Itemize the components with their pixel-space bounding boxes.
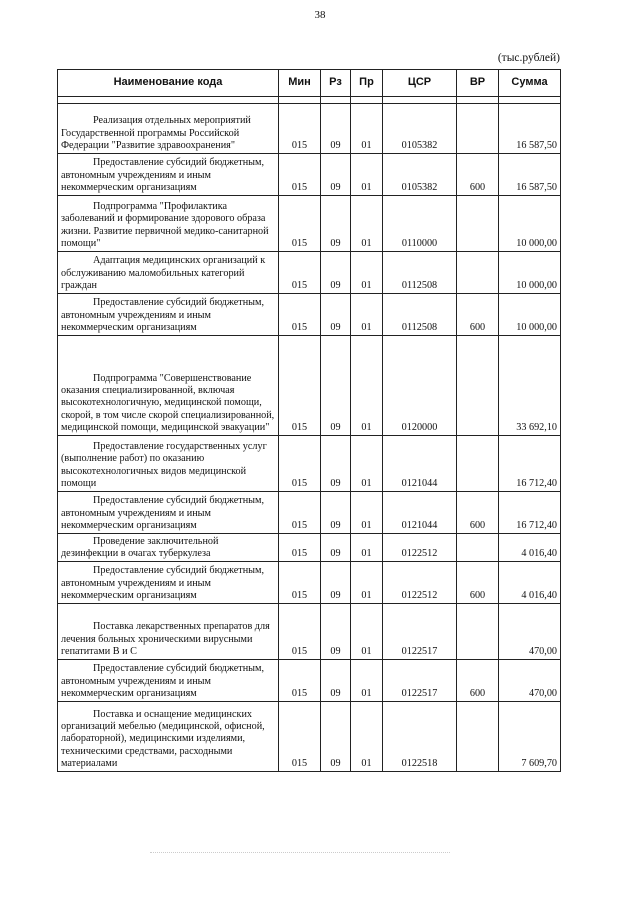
row-name-text: Предоставление субсидий бюджетным, автономным учреждениям и иным некоммерческим организациям: [61, 663, 265, 699]
row-pr-cell: 01: [351, 534, 383, 562]
row-csr-cell: 0122518: [383, 702, 457, 772]
table-header-row: [58, 70, 561, 97]
row-csr-cell: 0105382: [383, 104, 457, 154]
table-row: [58, 436, 561, 492]
row-csr-cell: 0112508: [383, 252, 457, 294]
row-pr-cell: 01: [351, 436, 383, 492]
row-name-cell: [58, 336, 279, 436]
row-pr-cell: 01: [351, 562, 383, 604]
row-rz-cell: 09: [321, 336, 351, 436]
row-csr-cell: 0122512: [383, 562, 457, 604]
row-vr-cell: [457, 604, 499, 660]
header-name: Наименование кода: [58, 70, 279, 97]
row-csr-cell: 0112508: [383, 294, 457, 336]
row-min-cell: 015: [279, 336, 321, 436]
table-row: [58, 604, 561, 660]
table-row: [58, 294, 561, 336]
row-min-cell: 015: [279, 436, 321, 492]
table-row: [58, 154, 561, 196]
row-csr-cell: 0121044: [383, 436, 457, 492]
page-number: 38: [314, 9, 326, 21]
table-row: [58, 336, 561, 436]
row-min-cell: 015: [279, 196, 321, 252]
row-vr-cell: 600: [457, 492, 499, 534]
row-name-text: Подпрограмма "Профилактика заболеваний и формирование здорового образа жизни. Развитие первичной медико-санитарной помощи": [61, 201, 269, 249]
row-vr-cell: [457, 252, 499, 294]
row-sum-cell: 470,00: [499, 604, 561, 660]
row-name-cell: [58, 604, 279, 660]
row-sum-cell: 16 587,50: [499, 104, 561, 154]
row-csr-cell: 0122517: [383, 660, 457, 702]
row-rz-cell: 09: [321, 562, 351, 604]
row-pr-cell: 01: [351, 154, 383, 196]
row-csr-cell: 0110000: [383, 196, 457, 252]
row-name-text: Предоставление субсидий бюджетным, автономным учреждениям и иным некоммерческим организациям: [61, 297, 265, 333]
table-row: [58, 702, 561, 772]
row-min-cell: 015: [279, 492, 321, 534]
row-sum-cell: 10 000,00: [499, 294, 561, 336]
row-rz-cell: 09: [321, 660, 351, 702]
row-csr-cell: 0121044: [383, 492, 457, 534]
row-name-cell: [58, 660, 279, 702]
row-rz-cell: 09: [321, 196, 351, 252]
row-rz-cell: 09: [321, 294, 351, 336]
row-name-cell: [58, 562, 279, 604]
header-spacer-row: [58, 97, 561, 104]
row-sum-cell: 4 016,40: [499, 534, 561, 562]
row-sum-cell: 470,00: [499, 660, 561, 702]
row-min-cell: 015: [279, 252, 321, 294]
row-rz-cell: 09: [321, 154, 351, 196]
header-sum: Сумма: [499, 70, 561, 97]
row-rz-cell: 09: [321, 436, 351, 492]
row-csr-cell: 0120000: [383, 336, 457, 436]
row-name-text: Адаптация медицинских организаций к обслуживанию маломобильных категорий граждан: [61, 255, 266, 291]
row-min-cell: 015: [279, 104, 321, 154]
row-rz-cell: 09: [321, 104, 351, 154]
row-sum-cell: 4 016,40: [499, 562, 561, 604]
table-row: [58, 196, 561, 252]
row-csr-cell: 0122517: [383, 604, 457, 660]
row-pr-cell: 01: [351, 492, 383, 534]
row-name-cell: [58, 436, 279, 492]
row-min-cell: 015: [279, 660, 321, 702]
table-row: [58, 534, 561, 562]
row-vr-cell: [457, 436, 499, 492]
row-vr-cell: [457, 534, 499, 562]
row-name-text: Поставка лекарственных препаратов для лечения больных хроническими вирусными гепатитами В и С: [61, 621, 270, 657]
row-name-cell: [58, 294, 279, 336]
row-vr-cell: 600: [457, 660, 499, 702]
row-name-cell: [58, 534, 279, 562]
row-name-cell: [58, 104, 279, 154]
row-rz-cell: 09: [321, 492, 351, 534]
table-row: [58, 104, 561, 154]
row-pr-cell: 01: [351, 196, 383, 252]
row-sum-cell: 16 712,40: [499, 492, 561, 534]
row-pr-cell: 01: [351, 604, 383, 660]
row-name-text: Подпрограмма "Совершенствование оказания специализированной, включая высокотехнологичную, медицинской помощи, скорой, в том числе скорой специализированной, медицинской помощи, медицинской эвакуации": [61, 372, 275, 433]
header-vr: ВР: [457, 70, 499, 97]
row-pr-cell: 01: [351, 294, 383, 336]
row-pr-cell: 01: [351, 336, 383, 436]
row-name-text: Реализация отдельных мероприятий Государственной программы Российской Федерации "Развитие здравоохранения": [61, 115, 251, 151]
row-rz-cell: 09: [321, 534, 351, 562]
row-rz-cell: 09: [321, 702, 351, 772]
header-min: Мин: [279, 70, 321, 97]
budget-table: [57, 69, 561, 772]
table-row: [58, 660, 561, 702]
row-pr-cell: 01: [351, 252, 383, 294]
row-vr-cell: 600: [457, 562, 499, 604]
row-sum-cell: 33 692,10: [499, 336, 561, 436]
row-name-text: Проведение заключительной дезинфекции в очагах туберкулеза: [61, 535, 219, 559]
table-row: [58, 492, 561, 534]
row-name-text: Предоставление государственных услуг (выполнение работ) по оказанию высокотехнологичных видов медицинской помощи: [61, 441, 267, 489]
row-name-text: Предоставление субсидий бюджетным, автономным учреждениям и иным некоммерческим организациям: [61, 495, 265, 531]
row-name-cell: [58, 702, 279, 772]
table-row: [58, 252, 561, 294]
header-rz: Рз: [321, 70, 351, 97]
row-min-cell: 015: [279, 702, 321, 772]
row-sum-cell: 7 609,70: [499, 702, 561, 772]
row-vr-cell: 600: [457, 154, 499, 196]
row-csr-cell: 0105382: [383, 154, 457, 196]
row-sum-cell: 10 000,00: [499, 252, 561, 294]
row-vr-cell: [457, 702, 499, 772]
row-min-cell: 015: [279, 562, 321, 604]
header-pr: Пр: [351, 70, 383, 97]
header-csr: ЦСР: [383, 70, 457, 97]
row-name-cell: [58, 252, 279, 294]
row-min-cell: 015: [279, 534, 321, 562]
row-name-cell: [58, 196, 279, 252]
row-vr-cell: [457, 196, 499, 252]
row-sum-cell: 16 587,50: [499, 154, 561, 196]
row-rz-cell: 09: [321, 252, 351, 294]
units-label: (тыс.рублей): [497, 52, 560, 64]
row-rz-cell: 09: [321, 604, 351, 660]
row-name-cell: [58, 154, 279, 196]
row-csr-cell: 0122512: [383, 534, 457, 562]
row-pr-cell: 01: [351, 660, 383, 702]
row-min-cell: 015: [279, 294, 321, 336]
row-pr-cell: 01: [351, 104, 383, 154]
row-pr-cell: 01: [351, 702, 383, 772]
row-name-text: Поставка и оснащение медицинских организаций мебелью (медицинской, офисной, лабораторной), медицинскими изделиями, техническими средствами, расходными материалами: [61, 708, 265, 769]
row-name-text: Предоставление субсидий бюджетным, автономным учреждениям и иным некоммерческим организациям: [61, 157, 265, 193]
page-bottom-artifact: [150, 852, 450, 854]
row-sum-cell: 10 000,00: [499, 196, 561, 252]
row-min-cell: 015: [279, 604, 321, 660]
row-min-cell: 015: [279, 154, 321, 196]
row-name-cell: [58, 492, 279, 534]
table-body: [58, 104, 561, 772]
row-sum-cell: 16 712,40: [499, 436, 561, 492]
row-vr-cell: [457, 336, 499, 436]
row-vr-cell: [457, 104, 499, 154]
table-row: [58, 562, 561, 604]
row-name-text: Предоставление субсидий бюджетным, автономным учреждениям и иным некоммерческим организациям: [61, 565, 265, 601]
row-vr-cell: 600: [457, 294, 499, 336]
